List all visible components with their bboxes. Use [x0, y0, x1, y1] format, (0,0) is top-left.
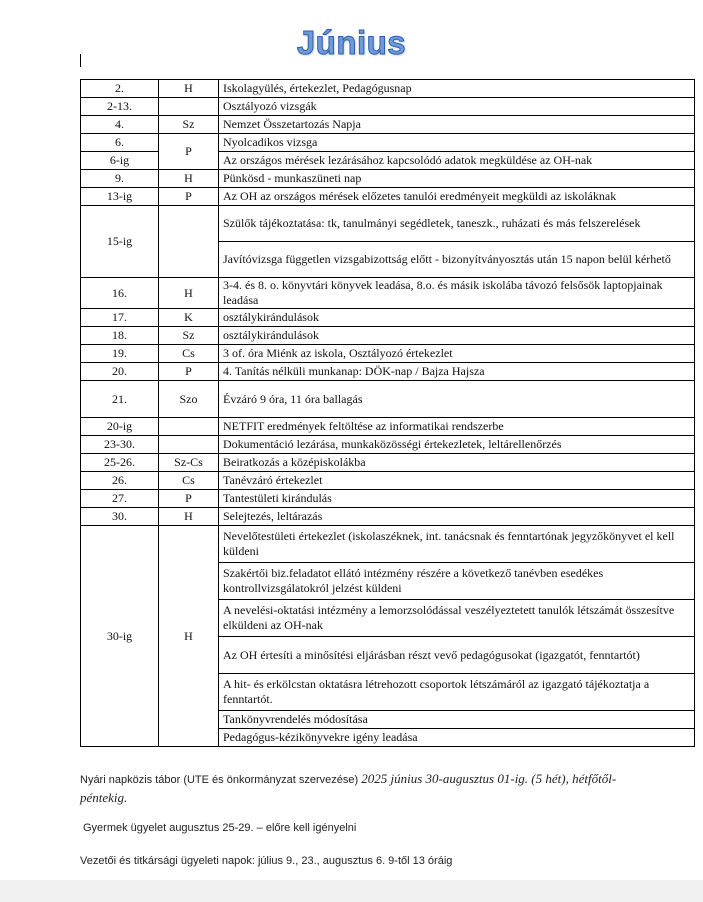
table-row: [81, 170, 695, 188]
event-cell: Nemzet Összetartozás Napja: [219, 116, 695, 134]
date-cell: 4.: [81, 116, 159, 134]
event-cell: Pünkösd - munkaszüneti nap: [219, 170, 695, 188]
date-cell: 13-ig: [81, 188, 159, 206]
date-cell: 18.: [81, 327, 159, 345]
day-cell: H: [159, 526, 219, 747]
day-cell: K: [159, 309, 219, 327]
event-cell: Dokumentáció lezárása, munkaközösségi értekezletek, leltárellenőrzés: [219, 436, 695, 454]
table-row: [81, 327, 695, 345]
date-cell: 2.: [81, 80, 159, 98]
event-cell: Tanévzáró értekezlet: [219, 472, 695, 490]
event-cell: 3-4. és 8. o. könyvtári könyvek leadása, 8.o. és másik iskolába távozó felsősök laptopjainak leadása: [219, 278, 695, 309]
table-row: [81, 345, 695, 363]
table-row: [81, 278, 695, 309]
date-cell: 25-26.: [81, 454, 159, 472]
event-cell: Tankönyvrendelés módosítása: [219, 711, 695, 729]
event-cell: A hit- és erkölcstan oktatásra létrehozott csoportok létszámáról az igazgató tájékoztatja a fenntartót.: [219, 674, 695, 711]
table-row: [81, 98, 695, 116]
date-cell: 20-ig: [81, 418, 159, 436]
event-cell: Pedagógus-kézikönyvekre igény leadása: [219, 729, 695, 747]
summer-camp-text: Nyári napközis tábor (UTE és önkormányzat szervezése): [80, 774, 362, 786]
day-cell: P: [159, 188, 219, 206]
day-cell: H: [159, 278, 219, 309]
day-cell: H: [159, 170, 219, 188]
date-cell: 26.: [81, 472, 159, 490]
date-cell: 2-13.: [81, 98, 159, 116]
date-cell: 30.: [81, 508, 159, 526]
event-cell: 4. Tanítás nélküli munkanap: DÖK-nap / Bajza Hajsza: [219, 363, 695, 381]
day-cell: Cs: [159, 472, 219, 490]
table-row: [81, 309, 695, 327]
summer-camp-dates: 2025 június 30-augusztus 01-ig. (5 hét), hétfőtől- péntekig.: [80, 771, 617, 805]
event-cell: Tantestületi kirándulás: [219, 490, 695, 508]
event-cell: osztálykirándulások: [219, 327, 695, 345]
day-cell: Sz-Cs: [159, 454, 219, 472]
day-cell: [159, 206, 219, 278]
date-cell: 16.: [81, 278, 159, 309]
date-cell: 27.: [81, 490, 159, 508]
day-cell: H: [159, 508, 219, 526]
day-cell: [159, 436, 219, 454]
day-cell: Sz: [159, 327, 219, 345]
schedule-table: [80, 79, 695, 747]
table-row: [81, 418, 695, 436]
table-row: [81, 436, 695, 454]
event-cell: Az OH értesíti a minősítési eljárásban részt vevő pedagógusokat (igazgatót, fenntartót): [219, 637, 695, 674]
event-cell: Nevelőtestületi értekezlet (iskolaszéknek, int. tanácsnak és fenntartónak jegyzőkönyvet el kell küldeni: [219, 526, 695, 563]
event-cell: Javítóvizsga független vizsgabizottság előtt - bizonyítványosztás után 15 napon belül kérhető: [219, 242, 695, 278]
day-cell: [159, 418, 219, 436]
table-row: [81, 381, 695, 418]
table-row: [81, 188, 695, 206]
date-cell: 23-30.: [81, 436, 159, 454]
table-row: [81, 80, 695, 98]
table-row: [81, 206, 695, 242]
table-row: [81, 454, 695, 472]
date-cell: 19.: [81, 345, 159, 363]
event-cell: Nyolcadikos vizsga: [219, 134, 695, 152]
event-cell: Szakértői biz.feladatot ellátó intézmény részére a következő tanévben esedékes kontrollvizsgálatokról jelzést küldeni: [219, 563, 695, 600]
date-cell: 9.: [81, 170, 159, 188]
event-cell: NETFIT eredmények feltöltése az informatikai rendszerbe: [219, 418, 695, 436]
date-cell: 20.: [81, 363, 159, 381]
day-cell: P: [159, 490, 219, 508]
event-cell: A nevelési-oktatási intézmény a lemorzsolódással veszélyeztetett tanulók létszámát összesítve elküldeni az OH-nak: [219, 600, 695, 637]
table-row: [81, 134, 695, 152]
event-cell: Osztályozó vizsgák: [219, 98, 695, 116]
event-cell: Az országos mérések lezárásához kapcsolódó adatok megküldése az OH-nak: [219, 152, 695, 170]
table-row: [81, 116, 695, 134]
table-row: [81, 490, 695, 508]
event-cell: osztálykirándulások: [219, 309, 695, 327]
event-cell: Évzáró 9 óra, 11 óra ballagás: [219, 381, 695, 418]
table-row: [81, 363, 695, 381]
child-care-note: Gyermek ügyelet augusztus 25-29. – előre kell igényelni: [83, 822, 357, 834]
day-cell: Cs: [159, 345, 219, 363]
table-row: [81, 526, 695, 563]
date-cell: 15-ig: [81, 206, 159, 278]
day-cell: Szo: [159, 381, 219, 418]
date-cell: 6.: [81, 134, 159, 152]
day-cell: P: [159, 363, 219, 381]
table-row: [81, 472, 695, 490]
date-cell: 17.: [81, 309, 159, 327]
date-cell: 6-ig: [81, 152, 159, 170]
event-cell: Beiratkozás a középiskolákba: [219, 454, 695, 472]
table-row: [81, 508, 695, 526]
bottom-bar: [0, 880, 703, 902]
office-hours-note: Vezetői és titkársági ügyeleti napok: július 9., 23., augusztus 6. 9-től 13 óráig: [80, 855, 453, 867]
event-cell: Szülők tájékoztatása: tk, tanulmányi segédletek, taneszk., ruházati és más felszerelések: [219, 206, 695, 242]
page-title: Június: [296, 24, 407, 61]
day-cell: P: [159, 134, 219, 170]
event-cell: Az OH az országos mérések előzetes tanulói eredményeit megküldi az iskoláknak: [219, 188, 695, 206]
event-cell: 3 of. óra Miénk az iskola, Osztályozó értekezlet: [219, 345, 695, 363]
day-cell: [159, 98, 219, 116]
event-cell: Iskolagyülés, értekezlet, Pedagógusnap: [219, 80, 695, 98]
date-cell: 30-ig: [81, 526, 159, 747]
day-cell: Sz: [159, 116, 219, 134]
day-cell: H: [159, 80, 219, 98]
event-cell: Selejtezés, leltárazás: [219, 508, 695, 526]
summer-camp-note: [80, 770, 640, 808]
date-cell: 21.: [81, 381, 159, 418]
